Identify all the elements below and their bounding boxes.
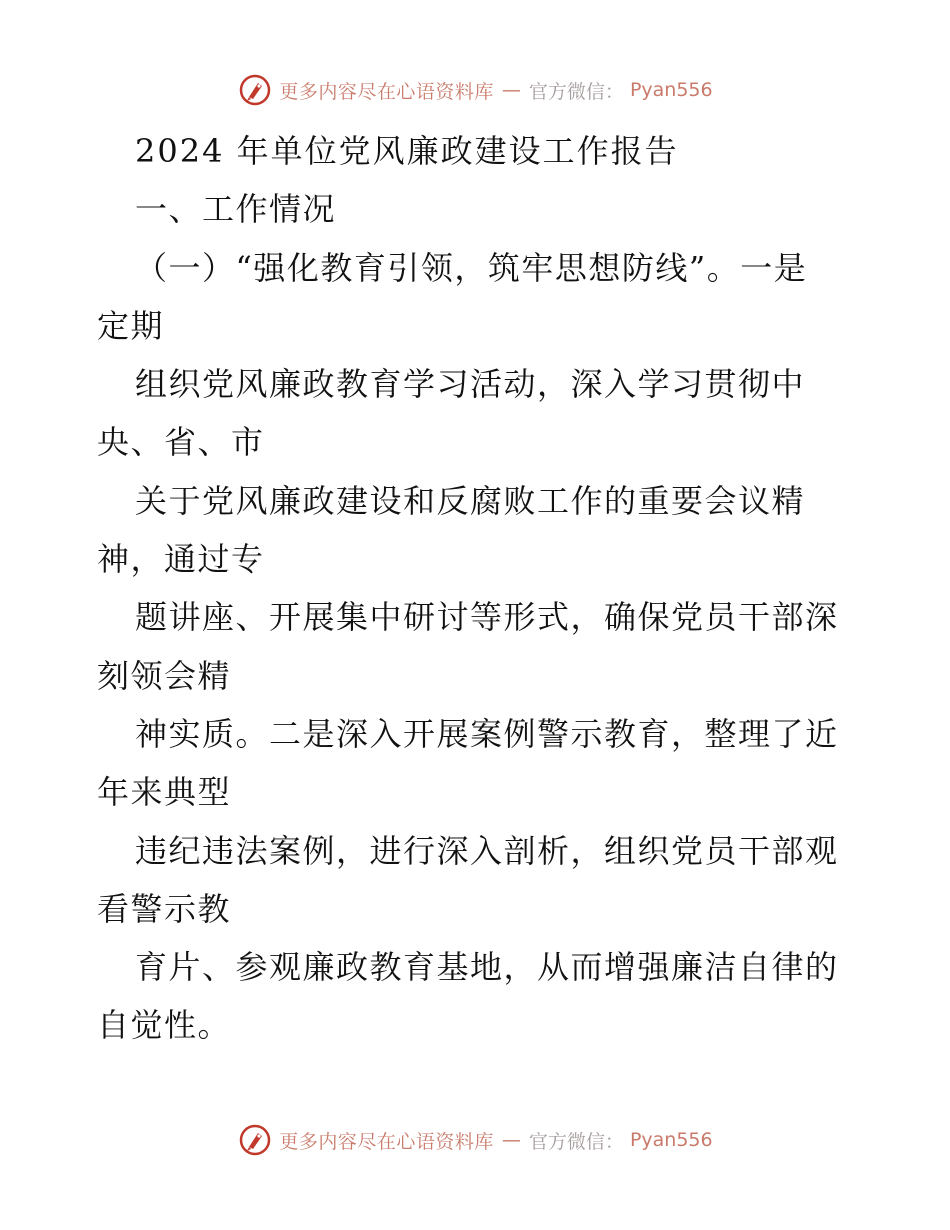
watermark-separator: — [501,1129,521,1151]
pen-nib-logo-icon [237,72,273,108]
document-title: 2024 年单位党风廉政建设工作报告 [135,132,679,170]
watermark-brand: 更多内容尽在心语资料库 [279,1130,494,1153]
section-heading: 一、工作情况 [135,190,337,229]
watermark-label: 官方微信： [528,1130,624,1153]
paragraph-line: 定期 [97,306,165,345]
paragraph-line: （一）“强化教育引领，筑牢思想防线”。一是 [135,248,808,287]
watermark-brand: 更多内容尽在心语资料库 [279,80,494,103]
paragraph-line: 组织党风廉政教育学习活动，深入学习贯彻中 [135,365,806,404]
document-body [97,122,857,1055]
watermark-label: 官方微信： [528,80,624,103]
paragraph-line: 神，通过专 [97,540,265,579]
paragraph-line: 关于党风廉政建设和反腐败工作的重要会议精 [135,481,806,520]
header-watermark [0,72,950,108]
paragraph-line: 央、省、市 [97,423,265,462]
paragraph-line: 违纪违法案例，进行深入剖析，组织党员干部观 [135,831,839,870]
paragraph-line: 题讲座、开展集中研讨等形式，确保党员干部深 [135,598,839,637]
paragraph-line: 自觉性。 [97,1006,232,1045]
watermark-id: Pyan556 [629,79,713,101]
paragraph-line: 看警示教 [97,889,232,928]
watermark-id: Pyan556 [629,1129,713,1151]
footer-watermark [0,1122,950,1158]
paragraph-line: 年来典型 [97,773,232,812]
pen-nib-logo-icon [237,1122,273,1158]
paragraph-line: 刻领会精 [97,656,232,695]
paragraph-line: 神实质。二是深入开展案例警示教育，整理了近 [135,714,839,753]
paragraph-line: 育片、参观廉政教育基地，从而增强廉洁自律的 [135,948,839,987]
watermark-separator: — [501,79,521,101]
